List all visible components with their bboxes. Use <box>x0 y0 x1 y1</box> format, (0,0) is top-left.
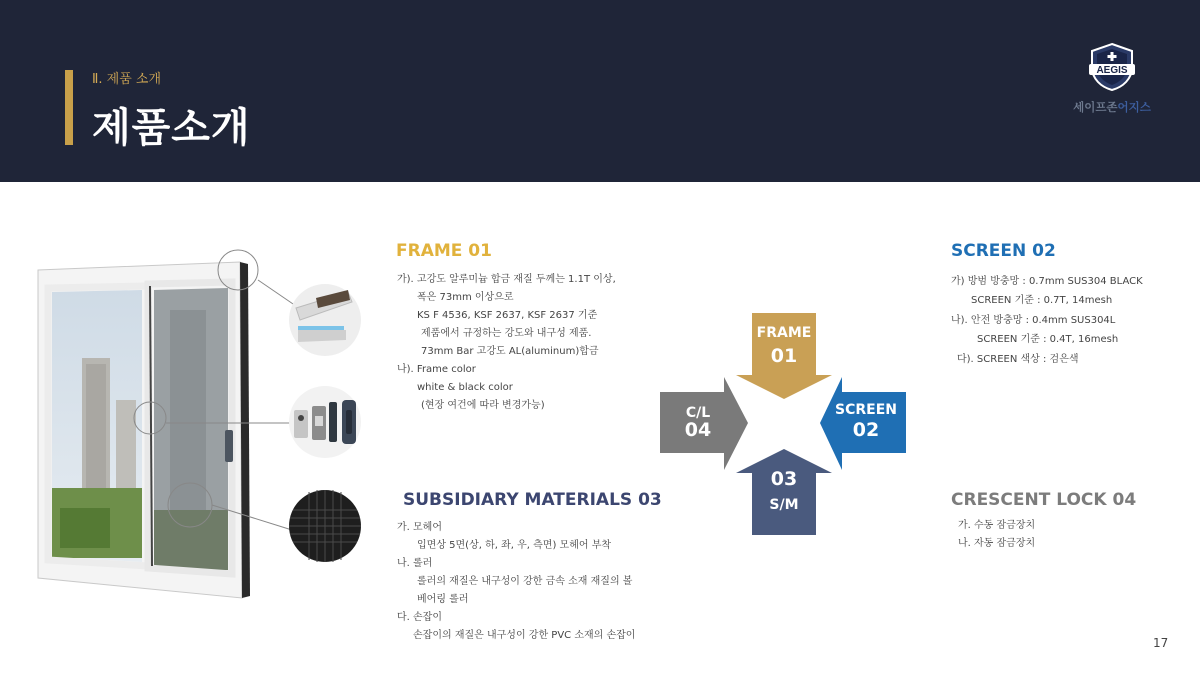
aegis-logo <box>1062 42 1162 122</box>
window-product-illustration <box>30 240 380 610</box>
header-banner <box>0 0 1200 182</box>
screen-section-text: 가) 방범 방충망 : 0.7mm SUS304 BLACK SCREEN 기준 : 0.7T, 14mesh 나). 안전 방충망 : 0.4mm SUS304L SCREEN 기준 : 0.4T, 16mesh 다). SCREEN 색상 : 검은색 <box>951 276 1143 365</box>
screen-arrow-label: SCREEN 02 <box>835 402 897 441</box>
crescent-lock-arrow-label: C/L 04 <box>684 405 712 441</box>
frame-arrow-label: FRAME 01 <box>756 325 812 367</box>
page-title: 제품소개 <box>92 105 251 151</box>
shield-icon <box>1088 42 1136 92</box>
window-handle <box>225 430 233 462</box>
frame-profile-detail <box>289 284 361 356</box>
section-subtitle: Ⅱ. 제품 소개 <box>92 72 162 87</box>
subsidiary-arrow-label: 03 S/M <box>769 468 799 513</box>
frame-section-title: FRAME 01 <box>396 241 492 261</box>
brand-name: 세이프존어지스 <box>1073 100 1151 114</box>
page-number: 17 <box>1153 636 1169 650</box>
crescent-lock-detail <box>289 386 361 458</box>
window-glass-view <box>52 290 142 562</box>
crescent-lock-section-text: 가. 수동 잠금장치 나. 자동 잠금장치 <box>958 520 1036 549</box>
subsidiary-section-text: 가. 모헤어 입면상 5면(상, 하, 좌, 우, 측면) 모헤어 부착 나. 롤러 롤러의 재질은 내구성이 강한 금속 소재 재질의 볼 베어링 롤러 다. 손잡이 손잡이의 재질은 내구성이 강한 PVC 소재의 손잡이 <box>397 522 636 641</box>
logo-badge-text: AEGIS <box>1096 65 1128 76</box>
crescent-lock-section-title: CRESCENT LOCK 04 <box>951 490 1137 510</box>
screen-section-title: SCREEN 02 <box>951 241 1056 261</box>
screen-mesh-detail <box>289 490 361 562</box>
title-accent-bar <box>65 70 73 145</box>
component-diagram <box>660 313 906 535</box>
subsidiary-section-title: SUBSIDIARY MATERIALS 03 <box>403 490 662 510</box>
frame-section-text: 가). 고강도 알루미늄 합금 재질 두께는 1.1T 이상, 폭은 73mm 이상으로 KS F 4536, KSF 2637, KSF 2637 기준 제품에서 규정하는 강도와 내구성 제품. 73mm Bar 고강도 AL(aluminum)합금 나). Frame color white & black color (현장 여건에 따라 변경가능) <box>397 274 616 411</box>
